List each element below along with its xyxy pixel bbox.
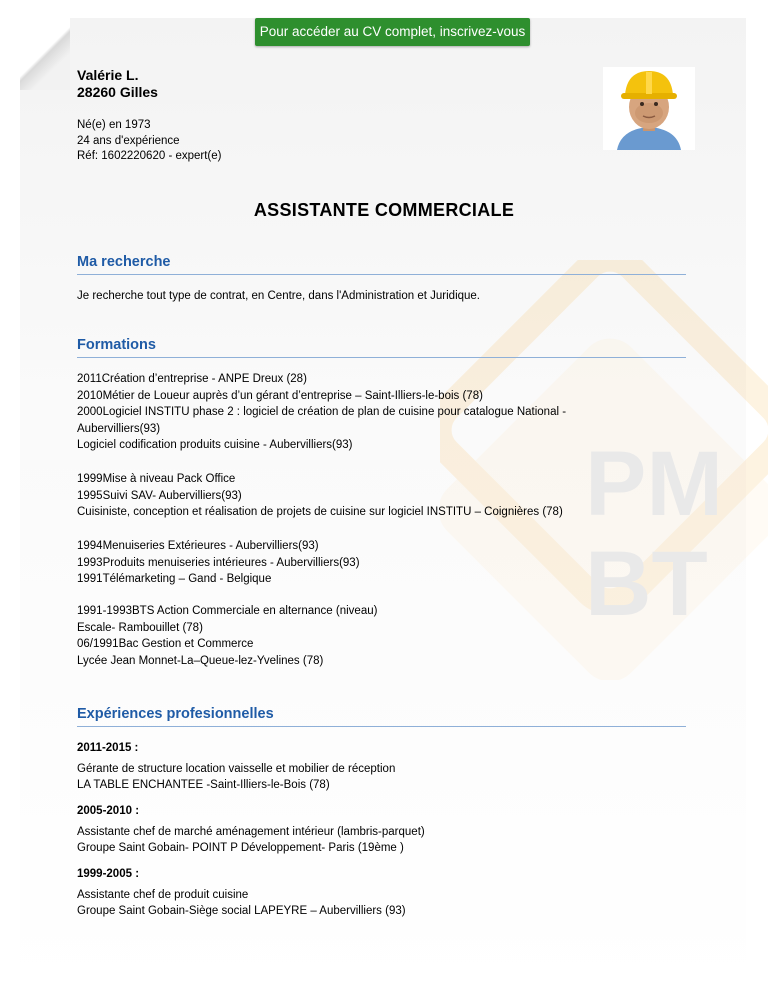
experience-item	[77, 803, 697, 857]
formations-block	[77, 603, 697, 669]
experience-item	[77, 866, 697, 920]
recherche-text: Je recherche tout type de contrat, en Centre, dans l'Administration et Juridique.	[77, 290, 480, 302]
experience-period: 1999-2005 :	[77, 868, 140, 880]
section-heading-formations: Formations	[77, 337, 686, 358]
birth-year: Né(e) en 1973	[77, 119, 151, 131]
signup-banner-button[interactable]: Pour accéder au CV complet, inscrivez-vous	[255, 18, 530, 46]
formation-line: 1999Mise à niveau Pack Office	[77, 473, 236, 485]
formation-line: 1993Produits menuiseries intérieures - Aubervilliers(93)	[77, 556, 360, 569]
experience-years: 24 ans d'expérience	[77, 134, 180, 147]
job-title: ASSISTANTE COMMERCIALE	[253, 200, 515, 220]
section-heading-recherche: Ma recherche	[77, 254, 686, 275]
section-heading-experiences: Expériences profesionnelles	[77, 706, 686, 727]
candidate-meta	[77, 118, 221, 165]
formation-line: 1991-1993BTS Action Commerciale en alternance (niveau)	[77, 605, 378, 617]
formation-line: Logiciel codification produits cuisine - Aubervilliers(93)	[77, 439, 353, 451]
formation-line: 2010Métier de Loueur auprès d’un gérant d’entreprise – Saint-Illiers-le-bois (78)	[77, 389, 483, 402]
experience-role: Assistante chef de marché aménagement intérieur (lambris-parquet)	[77, 825, 425, 838]
formation-line: 06/1991Bac Gestion et Commerce	[77, 638, 254, 650]
experience-company: LA TABLE ENCHANTEE -Saint-Illiers-le-Bois (78)	[77, 779, 330, 791]
watermark-text-1: PM	[585, 433, 723, 535]
reference: Réf: 1602220620 - expert(e)	[77, 150, 222, 162]
experience-role: Assistante chef de produit cuisine	[77, 888, 249, 901]
watermark-text-2: BT	[585, 533, 708, 635]
formation-line: Lycée Jean Monnet-La–Queue-lez-Yvelines (78)	[77, 654, 324, 667]
page-curl	[20, 18, 70, 90]
formation-line: 1991Télémarketing – Gand - Belgique	[77, 573, 272, 585]
experience-item	[77, 740, 697, 794]
formation-line: Aubervilliers(93)	[77, 422, 161, 435]
formations-block	[77, 371, 697, 454]
formation-line: 1995Suivi SAV- Aubervilliers(93)	[77, 489, 242, 502]
candidate-identity	[77, 67, 158, 101]
candidate-name: Valérie L.	[77, 67, 139, 83]
formations-block	[77, 538, 697, 588]
experience-role: Gérante de structure location vaisselle et mobilier de réception	[77, 762, 396, 775]
formation-line: 1994Menuiseries Extérieures - Aubervilliers(93)	[77, 540, 319, 552]
candidate-location: 28260 Gilles	[77, 84, 158, 100]
worker-avatar-icon	[603, 67, 695, 150]
experience-company: Groupe Saint Gobain- POINT P Développement- Paris (19ème )	[77, 842, 404, 854]
formation-line: 2000Logiciel INSTITU phase 2 : logiciel de création de plan de cuisine pour catalogue National -	[77, 406, 567, 418]
formation-line: 2011Création d’entreprise - ANPE Dreux (28)	[77, 373, 307, 385]
experience-period: 2005-2010 :	[77, 805, 140, 817]
formation-line: Escale- Rambouillet (78)	[77, 621, 203, 634]
formation-line: Cuisiniste, conception et réalisation de projets de cuisine sur logiciel INSTITU – Coignières (78)	[77, 506, 563, 518]
experience-company: Groupe Saint Gobain-Siège social LAPEYRE – Aubervilliers (93)	[77, 905, 406, 917]
formations-block	[77, 471, 697, 521]
experience-period: 2011-2015 :	[77, 742, 139, 754]
avatar	[603, 67, 695, 150]
